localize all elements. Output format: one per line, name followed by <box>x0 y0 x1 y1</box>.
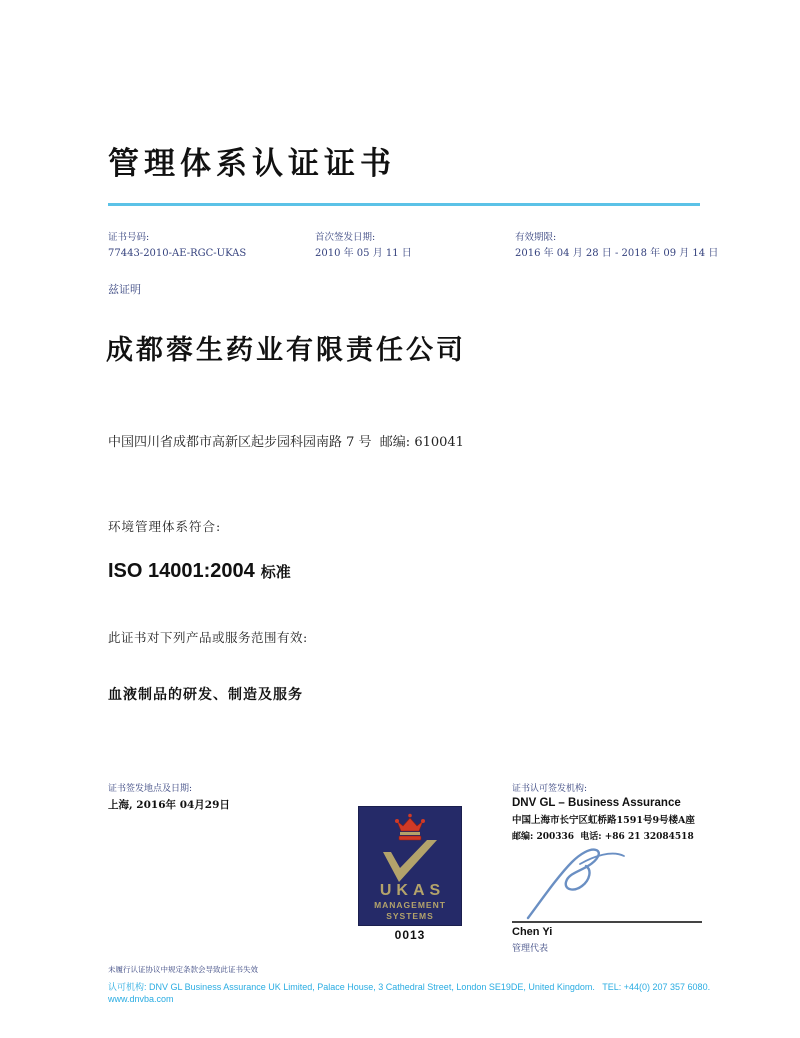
validity-value: 2016 年 04 月 28 日 - 2018 年 09 月 14 日 <box>515 248 719 260</box>
signer-name: Chen Yi <box>512 926 553 938</box>
issuer-name: DNV GL – Business Assurance <box>512 797 681 809</box>
footer-notice: 未履行认证协议中规定条款会导致此证书失效 <box>108 965 258 974</box>
standard-line <box>108 560 291 583</box>
issuer-block <box>512 781 702 842</box>
signature-rule <box>512 921 702 923</box>
ukas-number: 0013 <box>394 928 426 942</box>
issuer-address: 中国上海市长宁区虹桥路1591号9号楼A座 <box>512 815 695 826</box>
first-issue-value: 2010 年 05 月 11 日 <box>315 248 412 260</box>
validity-block <box>515 230 718 262</box>
issue-place-date-value: 上海, 2016年 04月29日 <box>108 799 230 811</box>
company-name: 成都蓉生药业有限责任公司 <box>106 335 466 366</box>
signature-icon <box>520 842 640 926</box>
ukas-accreditation-mark <box>358 806 462 942</box>
title-divider <box>108 203 700 206</box>
ukas-logo-box <box>358 806 462 926</box>
certificate-number-block <box>108 230 246 262</box>
first-issue-block <box>315 230 412 262</box>
scope-value: 血液制品的研发、制造及服务 <box>108 687 303 703</box>
validity-label: 有效期限: <box>515 232 557 243</box>
issuer-contact: 邮编: 200336 电话: +86 21 32084518 <box>512 832 694 842</box>
footer-website: www.dnvba.com <box>108 994 174 1004</box>
certificate-number-value: 77443-2010-AE-RGC-UKAS <box>108 248 247 260</box>
system-conformity-label: 环境管理体系符合: <box>108 519 222 534</box>
standard-suffix: 标准 <box>260 563 291 581</box>
standard-code: ISO 14001:2004 <box>108 560 255 582</box>
page-title: 管理体系认证证书 <box>108 146 396 182</box>
checkmark-icon <box>359 838 461 880</box>
ukas-wordmark: UKAS <box>379 882 446 899</box>
issuer-label: 证书认可签发机构: <box>512 784 588 794</box>
footer-accreditor: 认可机构: DNV GL Business Assurance UK Limited, Palace House, 3 Cathedral Street, London SE19DE, United Kingdom. TEL: +44(0) 207 357 6080. <box>108 982 711 992</box>
certificate-number-label: 证书号码: <box>108 232 150 243</box>
ukas-management-text: MANAGEMENT <box>374 900 446 910</box>
company-address: 中国四川省成都市高新区起步园科园南路 7 号 邮编: 610041 <box>108 435 464 450</box>
issue-place-date-label: 证书签发地点及日期: <box>108 784 193 794</box>
scope-label: 此证书对下列产品或服务范围有效: <box>108 630 308 645</box>
signer-title: 管理代表 <box>512 944 549 954</box>
ukas-systems-text: SYSTEMS <box>386 910 434 921</box>
first-issue-label: 首次签发日期: <box>315 232 376 243</box>
issue-place-date-block <box>108 781 230 812</box>
certify-label: 兹证明 <box>108 283 141 296</box>
